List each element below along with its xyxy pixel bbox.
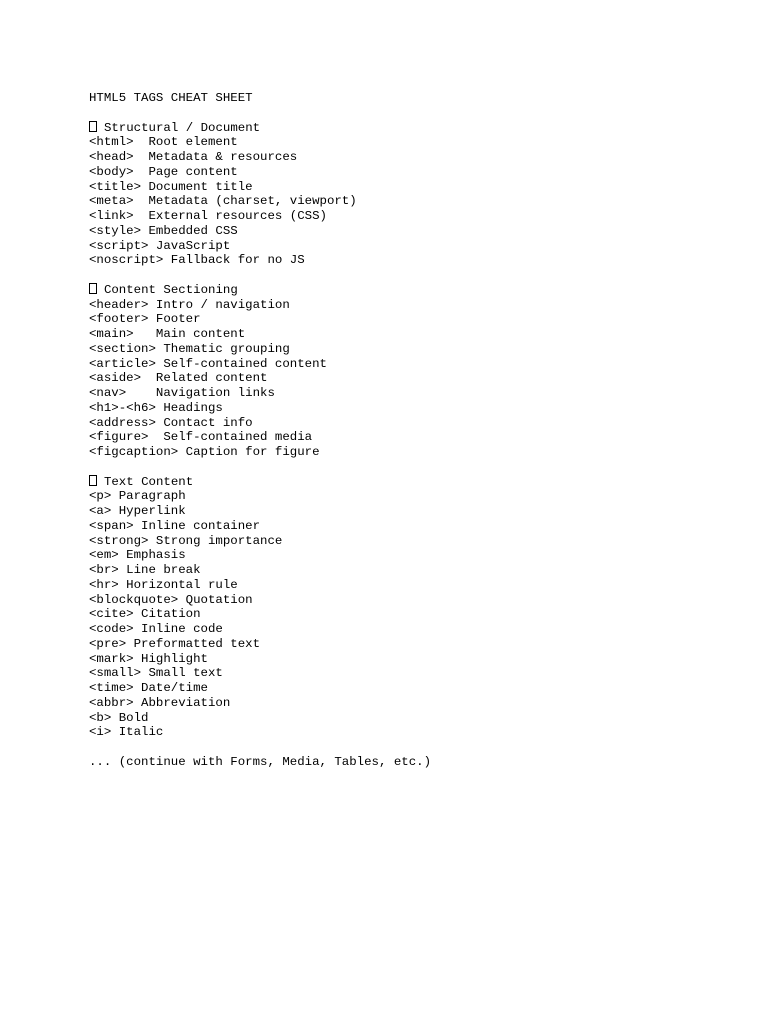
tag-list-item: <meta> Metadata (charset, viewport) xyxy=(89,194,357,209)
tag-list-item: <body> Page content xyxy=(89,164,238,179)
tag-list-item: <i> Italic xyxy=(89,725,164,740)
tag-list-item: <header> Intro / navigation xyxy=(89,297,290,312)
tag-list-item: <p> Paragraph xyxy=(89,489,186,504)
tag-list-item: <em> Emphasis xyxy=(89,548,186,563)
tag-list-item: <br> Line break xyxy=(89,563,201,577)
tag-list-item: <footer> Footer xyxy=(89,312,201,327)
tag-list-item: <abbr> Abbreviation xyxy=(89,695,231,710)
section-heading-label: Text Content xyxy=(103,474,194,489)
tag-list-item: <script> JavaScript xyxy=(89,238,231,253)
tag-list-item: <noscript> Fallback for no JS xyxy=(89,253,305,268)
tag-list-item: <aside> Related content xyxy=(89,371,268,386)
section-heading-label: Content Sectioning xyxy=(103,282,238,297)
tag-list-item: <style> Embedded CSS xyxy=(89,223,238,238)
tag-list-item: <time> Date/time xyxy=(89,681,208,695)
tag-list-item: <pre> Preformatted text xyxy=(89,636,261,651)
tag-list-item: <figure> Self-contained media xyxy=(89,430,313,445)
tag-list-item: <strong> Strong importance xyxy=(89,533,283,548)
sections-container xyxy=(89,121,768,755)
tag-list-item: <h1>-<h6> Headings xyxy=(89,400,223,415)
tag-list-item: <article> Self-contained content xyxy=(89,356,327,371)
tag-list-item: <a> Hyperlink xyxy=(89,504,186,518)
tag-list-item: <cite> Citation xyxy=(89,607,201,622)
missing-glyph-icon xyxy=(89,283,97,294)
tag-list-item: <b> Bold xyxy=(89,710,149,725)
section-heading xyxy=(89,121,768,136)
missing-glyph-icon xyxy=(89,475,97,486)
tag-list-item: <title> Document title xyxy=(89,179,253,194)
missing-glyph-icon xyxy=(89,121,97,132)
tag-list-item: <nav> Navigation links xyxy=(89,386,275,400)
section-heading xyxy=(89,283,768,298)
continuation-note: ... (continue with Forms, Media, Tables, etc.) xyxy=(89,754,432,769)
tag-list-item: <blockquote> Quotation xyxy=(89,592,253,607)
tag-list-item: <head> Metadata & resources xyxy=(89,150,298,164)
section-heading xyxy=(89,475,768,490)
tag-list-item: <span> Inline container xyxy=(89,518,261,533)
tag-list-item: <mark> Highlight xyxy=(89,651,208,666)
tag-list-item: <code> Inline code xyxy=(89,622,223,636)
tag-list-item: <main> Main content xyxy=(89,327,246,341)
tag-list-item: <small> Small text xyxy=(89,666,223,681)
tag-list-item: <link> External resources (CSS) xyxy=(89,209,327,223)
cheat-sheet-document xyxy=(89,91,768,770)
tag-list-item: <section> Thematic grouping xyxy=(89,341,290,356)
document-title: HTML5 TAGS CHEAT SHEET xyxy=(89,91,253,105)
section-heading-label: Structural / Document xyxy=(103,120,261,135)
tag-list-item: <hr> Horizontal rule xyxy=(89,577,238,592)
tag-list-item: <figcaption> Caption for figure xyxy=(89,445,320,459)
tag-list-item: <address> Contact info xyxy=(89,415,253,430)
tag-list-item: <html> Root element xyxy=(89,135,238,150)
